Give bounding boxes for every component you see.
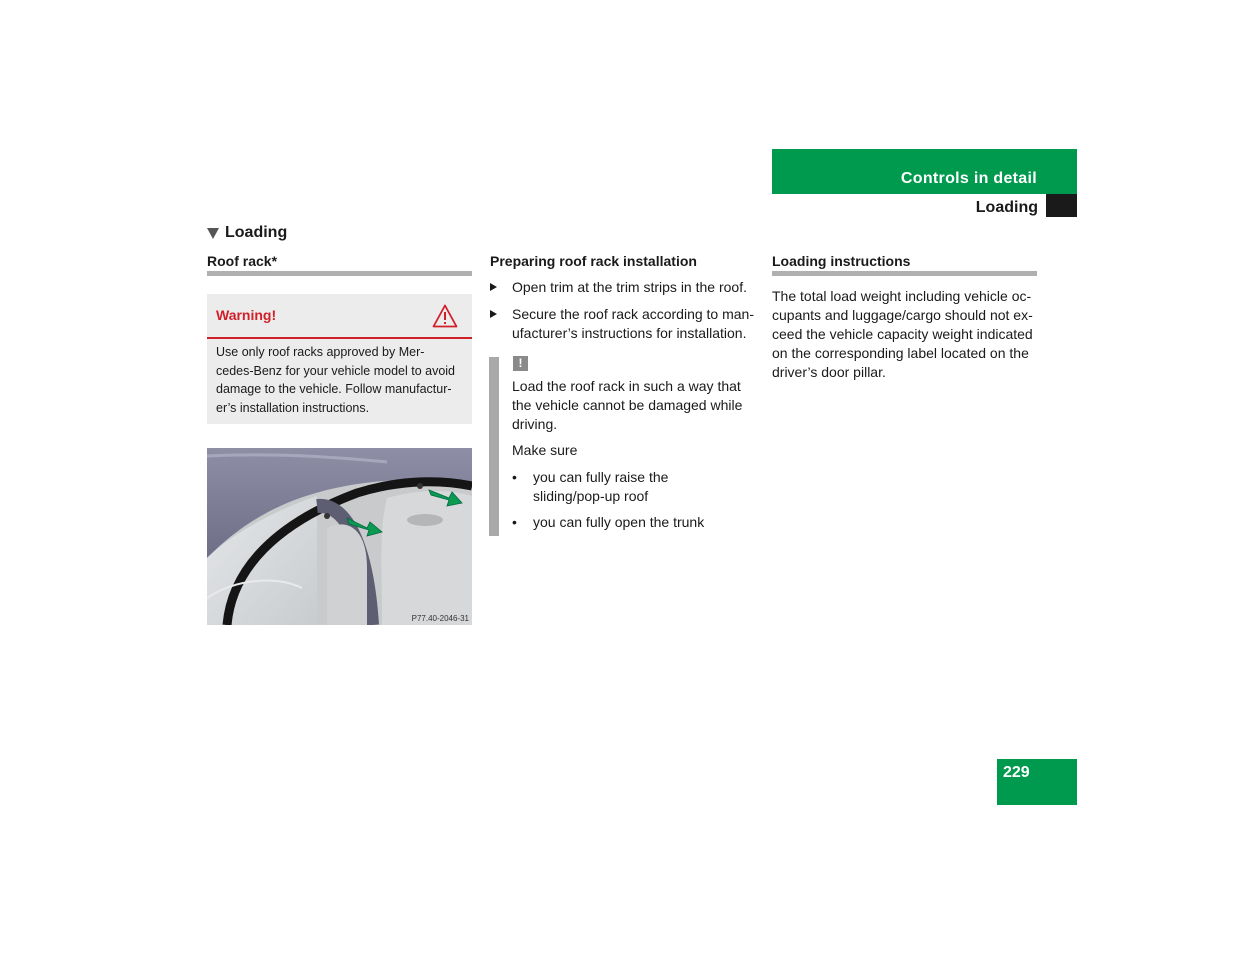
heading-rule <box>207 271 472 276</box>
instruction-line: cupants and luggage/cargo should not ex- <box>772 307 1033 323</box>
section-marker <box>1046 194 1077 217</box>
chapter-tab <box>772 149 1077 194</box>
car-roof-illustration <box>207 448 472 625</box>
warning-box <box>207 294 472 424</box>
section-title-text: Loading <box>975 199 1038 216</box>
list-item-text: you can fully raise the <box>533 469 669 485</box>
list-item <box>512 513 752 532</box>
instruction-line: ceed the vehicle capacity weight indicated <box>772 326 1033 342</box>
warning-line: cedes-Benz for your vehicle model to avoid <box>216 363 456 378</box>
instruction-line: The total load weight including vehicle oc- <box>772 288 1032 304</box>
heading-rule <box>772 271 1037 276</box>
list-item-text: sliding/pop-up roof <box>533 487 649 504</box>
warning-line: Use only roof racks approved by Mer- <box>216 345 425 359</box>
note-line: the vehicle cannot be damaged while <box>512 397 743 413</box>
roof-rack-photo <box>207 448 472 625</box>
triangle-right-icon <box>490 283 497 291</box>
prep-heading: Preparing roof rack installation <box>490 253 697 269</box>
warning-line: damage to the vehicle. Follow manufactur- <box>216 382 452 397</box>
warning-line: er’s installation instructions. <box>216 401 370 416</box>
bullet-dot-icon: • <box>512 514 517 530</box>
section-title <box>772 194 1046 217</box>
step-item <box>490 305 760 343</box>
chapter-title: Controls in detail <box>900 170 1037 187</box>
loading-instructions-text <box>772 287 1042 382</box>
note-bar <box>489 357 499 536</box>
note-line: driving. <box>512 416 558 432</box>
section-heading-text: Loading <box>225 224 288 241</box>
warning-triangle-icon <box>432 304 458 328</box>
instruction-line: driver’s door pillar. <box>772 364 886 380</box>
section-heading <box>207 224 287 242</box>
step-text: ufacturer’s instructions for installation. <box>512 325 747 341</box>
step-text: Open trim at the trim strips in the roof. <box>512 279 747 295</box>
note-line: Load the roof rack in such a way that <box>512 378 741 394</box>
list-item <box>512 468 752 505</box>
list-item-text: you can fully open the trunk <box>533 514 705 530</box>
triangle-right-icon <box>490 310 497 318</box>
note-text <box>512 377 762 434</box>
step-item <box>490 278 760 297</box>
roof-rack-heading: Roof rack* <box>207 253 278 269</box>
image-code: P77.40-2046-31 <box>411 614 469 623</box>
warning-divider <box>207 337 472 339</box>
page-number: 229 <box>1003 764 1030 781</box>
instruction-line: on the corresponding label located on the <box>772 345 1029 361</box>
warning-title: Warning! <box>216 307 277 323</box>
warning-text <box>216 343 466 418</box>
triangle-down-icon <box>207 228 219 239</box>
bullet-dot-icon: • <box>512 469 517 485</box>
make-sure-text: Make sure <box>512 442 578 458</box>
page-number-tab <box>997 759 1077 805</box>
exclamation-icon: ! <box>513 356 528 371</box>
step-text: Secure the roof rack according to man- <box>512 306 755 322</box>
loading-instructions-heading: Loading instructions <box>772 253 911 269</box>
